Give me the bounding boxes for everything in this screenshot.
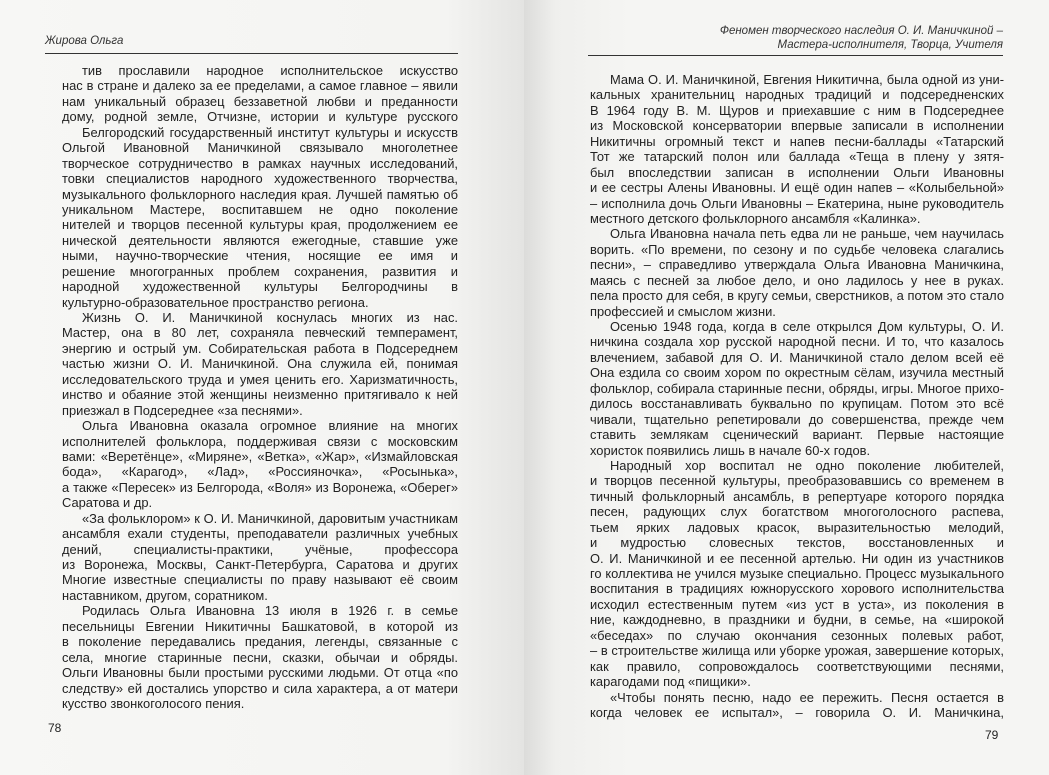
- text-line: культурно-образовательное пространство региона.: [62, 294, 369, 310]
- header-rule: [45, 53, 458, 54]
- text-line: хористок появились лишь в начале 60-х годов.: [590, 442, 871, 458]
- text-line: ние, каждодневно, в праздники и будни, в семье, на «широкой: [590, 612, 1004, 628]
- text-line: ансамбля ехали студенты, преподаватели различных учебных: [62, 526, 458, 542]
- text-line: и ее сестры Алены Ивановны. И ещё один напев – «Колыбельной»: [590, 180, 1004, 196]
- text-line: и творцов песенной культуры, преобразовавшись со временем в: [590, 473, 1004, 489]
- text-line: тив прославили народное исполнительское искусство: [82, 63, 458, 78]
- text-line: исследовательского труда и умея ценить его. Харизматичность,: [62, 371, 458, 387]
- text-line: товки специалистов народного художественного творчества,: [62, 171, 458, 187]
- text-line: нас в стране и далеко за ее пределами, а самое главное – явили: [62, 78, 458, 94]
- text-line: Жизнь О. И. Маничкиной коснулась многих из нас.: [82, 310, 458, 325]
- text-line: «Чтобы понять песню, надо ее пережить. Песня остается в: [610, 689, 1004, 705]
- text-line: тичный фольклорный ансамбль, в репертуаре которого порядка: [590, 488, 1004, 504]
- paragraph: [62, 603, 458, 711]
- paragraph: [62, 125, 458, 310]
- text-line: дилось восстанавливать буквально по крупицам. Потом это всё: [590, 396, 1004, 412]
- text-line: «беседах» по случаю окончания сезонных полевых работ,: [590, 627, 1004, 643]
- text-line: Мастер, она в 80 лет, сохраняла певческий темперамент,: [62, 325, 458, 341]
- text-line: исходил естественным путем «из уст в уста», из поколения в: [590, 596, 1004, 612]
- text-line: ными, научно-творческие чтения, носящие ее имя и: [62, 248, 458, 264]
- paragraph: [62, 63, 458, 125]
- text-line: Тот же татарский полон или баллада «Теща в плену у зятя-: [590, 149, 1004, 165]
- text-line: инство и обаяние этой женщины неизменно притягивало к ней: [62, 387, 458, 403]
- text-line: кальных хранительниц народных традиций и подсередненских: [590, 87, 1004, 103]
- text-line: Многие известные специалисты по праву называют её своим: [62, 572, 458, 588]
- text-line: чивали, тщательно репетировали до совершенства, прежде чем: [590, 411, 1004, 427]
- text-line: Родилась Ольга Ивановна 13 июля в 1926 г. в семье: [82, 603, 458, 619]
- text-line: местного детского фольклорного ансамбля «Калинка».: [590, 210, 921, 226]
- text-line: вами: «Веретёнце», «Миряне», «Ветка», «Жар», «Измайловская: [62, 448, 458, 464]
- text-line: – исполнила дочь Ольги Ивановны – Екатерина, ныне руководитель: [590, 195, 1004, 211]
- text-line: когда человек ее испытал», – говорила О. И. Маничкина,: [590, 704, 1004, 720]
- text-line: был впоследствии записан в исполнении Ольги Ивановны: [590, 164, 1004, 180]
- paragraph: [590, 690, 1004, 721]
- text-line: частью жизни О. И. Маничкиной. Она служила ей, понимая: [62, 356, 458, 372]
- text-line: Мама О. И. Маничкиной, Евгения Никитична, была одной из уни-: [610, 72, 1004, 87]
- text-line: пела просто для себя, в кругу семьи, сверстников, а потом это стало: [590, 288, 1004, 304]
- text-line: приезжал в Подсереднее «за песнями».: [62, 402, 303, 418]
- text-line: воспитания в традициях южнорусского хорового исполнительства: [590, 581, 1004, 597]
- text-line: творческое сотрудничество в рамках научных исследований,: [62, 155, 458, 171]
- text-line: энергию и острый ум. Собирательская работа в Подсереднем: [62, 340, 458, 356]
- text-line: наставником, другом, соратником.: [62, 587, 268, 603]
- text-line: нителей и творцов песенной культуры края, продолжением ее: [62, 217, 458, 233]
- text-line: Осенью 1948 года, когда в селе открылся Дом культуры, О. И.: [610, 319, 1004, 334]
- text-line: ворить. «По времени, по сезону и по судьбе человека слагались: [590, 241, 1004, 257]
- page-number: 78: [48, 721, 62, 735]
- text-line: О. И. Маничкиной и ее песенной артелью. Ни один из участников: [590, 550, 1004, 566]
- text-line: уникальном Мастере, воспитавшем не одно поколение: [62, 201, 458, 217]
- text-line: а также «Пересек» из Белгорода, «Воля» из Воронежа, «Оберег»: [62, 479, 458, 495]
- right-page-body: [590, 72, 1004, 720]
- text-line: карагодами под «пищики».: [590, 674, 751, 690]
- text-line: как правило, сопровождалось соответствующими песнями,: [590, 658, 1004, 674]
- header-rule: [588, 55, 1003, 56]
- paragraph: [590, 458, 1004, 690]
- text-line: нической деятельности являются ежегодные, ставшие уже: [62, 232, 458, 248]
- text-line: песен, радующих слух богатством многоголосного распева,: [590, 504, 1004, 520]
- right-page: [524, 0, 1049, 775]
- text-line: тьем ярких ладовых красок, выразительностью мелодий,: [590, 519, 1004, 535]
- paragraph: [62, 511, 458, 604]
- text-line: следству» ей достались упорство и сила характера, а от матери: [62, 680, 458, 696]
- text-line: села, многие старинные песни, сказки, обычаи и обряды.: [62, 649, 458, 665]
- paragraph: [590, 72, 1004, 226]
- text-line: дому, родной земле, Отчизне, истории и культуре русского: [62, 109, 458, 125]
- text-line: песельницы Евгении Никитичны Башкатовой, в которой из: [62, 618, 458, 634]
- text-line: из Московской консерватории впервые записали в исполнении: [590, 118, 1004, 134]
- text-line: кусство звонкоголосого пения.: [62, 695, 245, 711]
- text-line: – в строительстве жилища или уборке урожая, завершение которых,: [590, 643, 1004, 659]
- running-head-line: Мастера-исполнителя, Творца, Учителя: [777, 39, 1003, 51]
- left-page-body: [62, 63, 458, 711]
- text-line: Народный хор воспитал не одно поколение любителей,: [610, 457, 1004, 473]
- running-head-author: Жирова Ольга: [45, 35, 124, 47]
- text-line: в поколение передавались предания, легенды, связанные с: [62, 634, 458, 650]
- running-head-line: Феномен творческого наследия О. И. Маничкиной –: [719, 25, 1003, 37]
- text-line: Белгородский государственный институт культуры и искусств: [82, 124, 458, 140]
- text-line: фольклор, собирала старинные песни, обряды, игры. Многое прихо-: [590, 380, 1004, 396]
- text-line: ставить землякам сценический вариант. Первые настоящие: [590, 427, 1004, 443]
- left-page: [0, 0, 524, 775]
- text-line: нам уникальный образец беззаветной любви и преданности: [62, 93, 458, 109]
- text-line: песни», – справедливо утверждала Ольга Ивановна Маничкина,: [590, 257, 1004, 273]
- text-line: го коллектива не учился музыке специально. Процесс музыкального: [590, 566, 1004, 581]
- text-line: Она ездила со своим хором по окрестным сёлам, изучила местный: [590, 365, 1004, 381]
- text-line: народной художественной культуры Белгородчины в: [62, 279, 458, 295]
- paragraph: [590, 226, 1004, 319]
- text-line: бода», «Карагод», «Лад», «Россияночка», «Росынька»,: [62, 464, 458, 480]
- text-line: влечением, забавой для О. И. Маничкиной стало делом всей её: [590, 349, 1004, 365]
- page-number: 79: [985, 728, 999, 742]
- text-line: Ольги Ивановны были простыми русскими людьми. От отца «по: [62, 665, 458, 681]
- paragraph: [62, 310, 458, 418]
- text-line: дений, специалисты-практики, учёные, профессора: [62, 541, 458, 557]
- text-line: и мудростью словесных текстов, восстановленных и: [590, 535, 1004, 551]
- text-line: Ольга Ивановна начала петь едва ли не раньше, чем научилась: [610, 226, 1004, 242]
- text-line: Ольга Ивановна оказала огромное влияние на многих: [82, 418, 458, 434]
- text-line: «За фольклором» к О. И. Маничкиной, даровитым участникам: [82, 510, 458, 526]
- paragraph: [62, 418, 458, 511]
- text-line: маясь с песней за любое дело, и оно ладилось у нее в руках.: [590, 272, 1004, 288]
- text-line: профессией и смыслом жизни.: [590, 303, 776, 319]
- text-line: решение многогранных проблем сохранения, развития и: [62, 263, 458, 279]
- text-line: ничкина создала хор русской народной песни. И то, что казалось: [590, 334, 1004, 350]
- text-line: В 1964 году В. М. Щуров и приехавшие с ним в Подсереднее: [590, 102, 1004, 118]
- text-line: из Воронежа, Москвы, Санкт-Петербурга, Саратова и других: [62, 557, 458, 572]
- paragraph: [590, 319, 1004, 458]
- text-line: Никитичны огромный текст и напев песни-баллады «Татарский: [590, 133, 1004, 149]
- text-line: Ольгой Ивановной Маничкиной связывало многолетнее: [62, 140, 458, 156]
- text-line: исполнителей фольклора, поддерживая связи с московским: [62, 433, 458, 449]
- running-head-title: [720, 24, 1003, 52]
- text-line: музыкального фольклорного наследия края. Лучшей памятью об: [62, 186, 458, 202]
- text-line: Саратова и др.: [62, 495, 153, 511]
